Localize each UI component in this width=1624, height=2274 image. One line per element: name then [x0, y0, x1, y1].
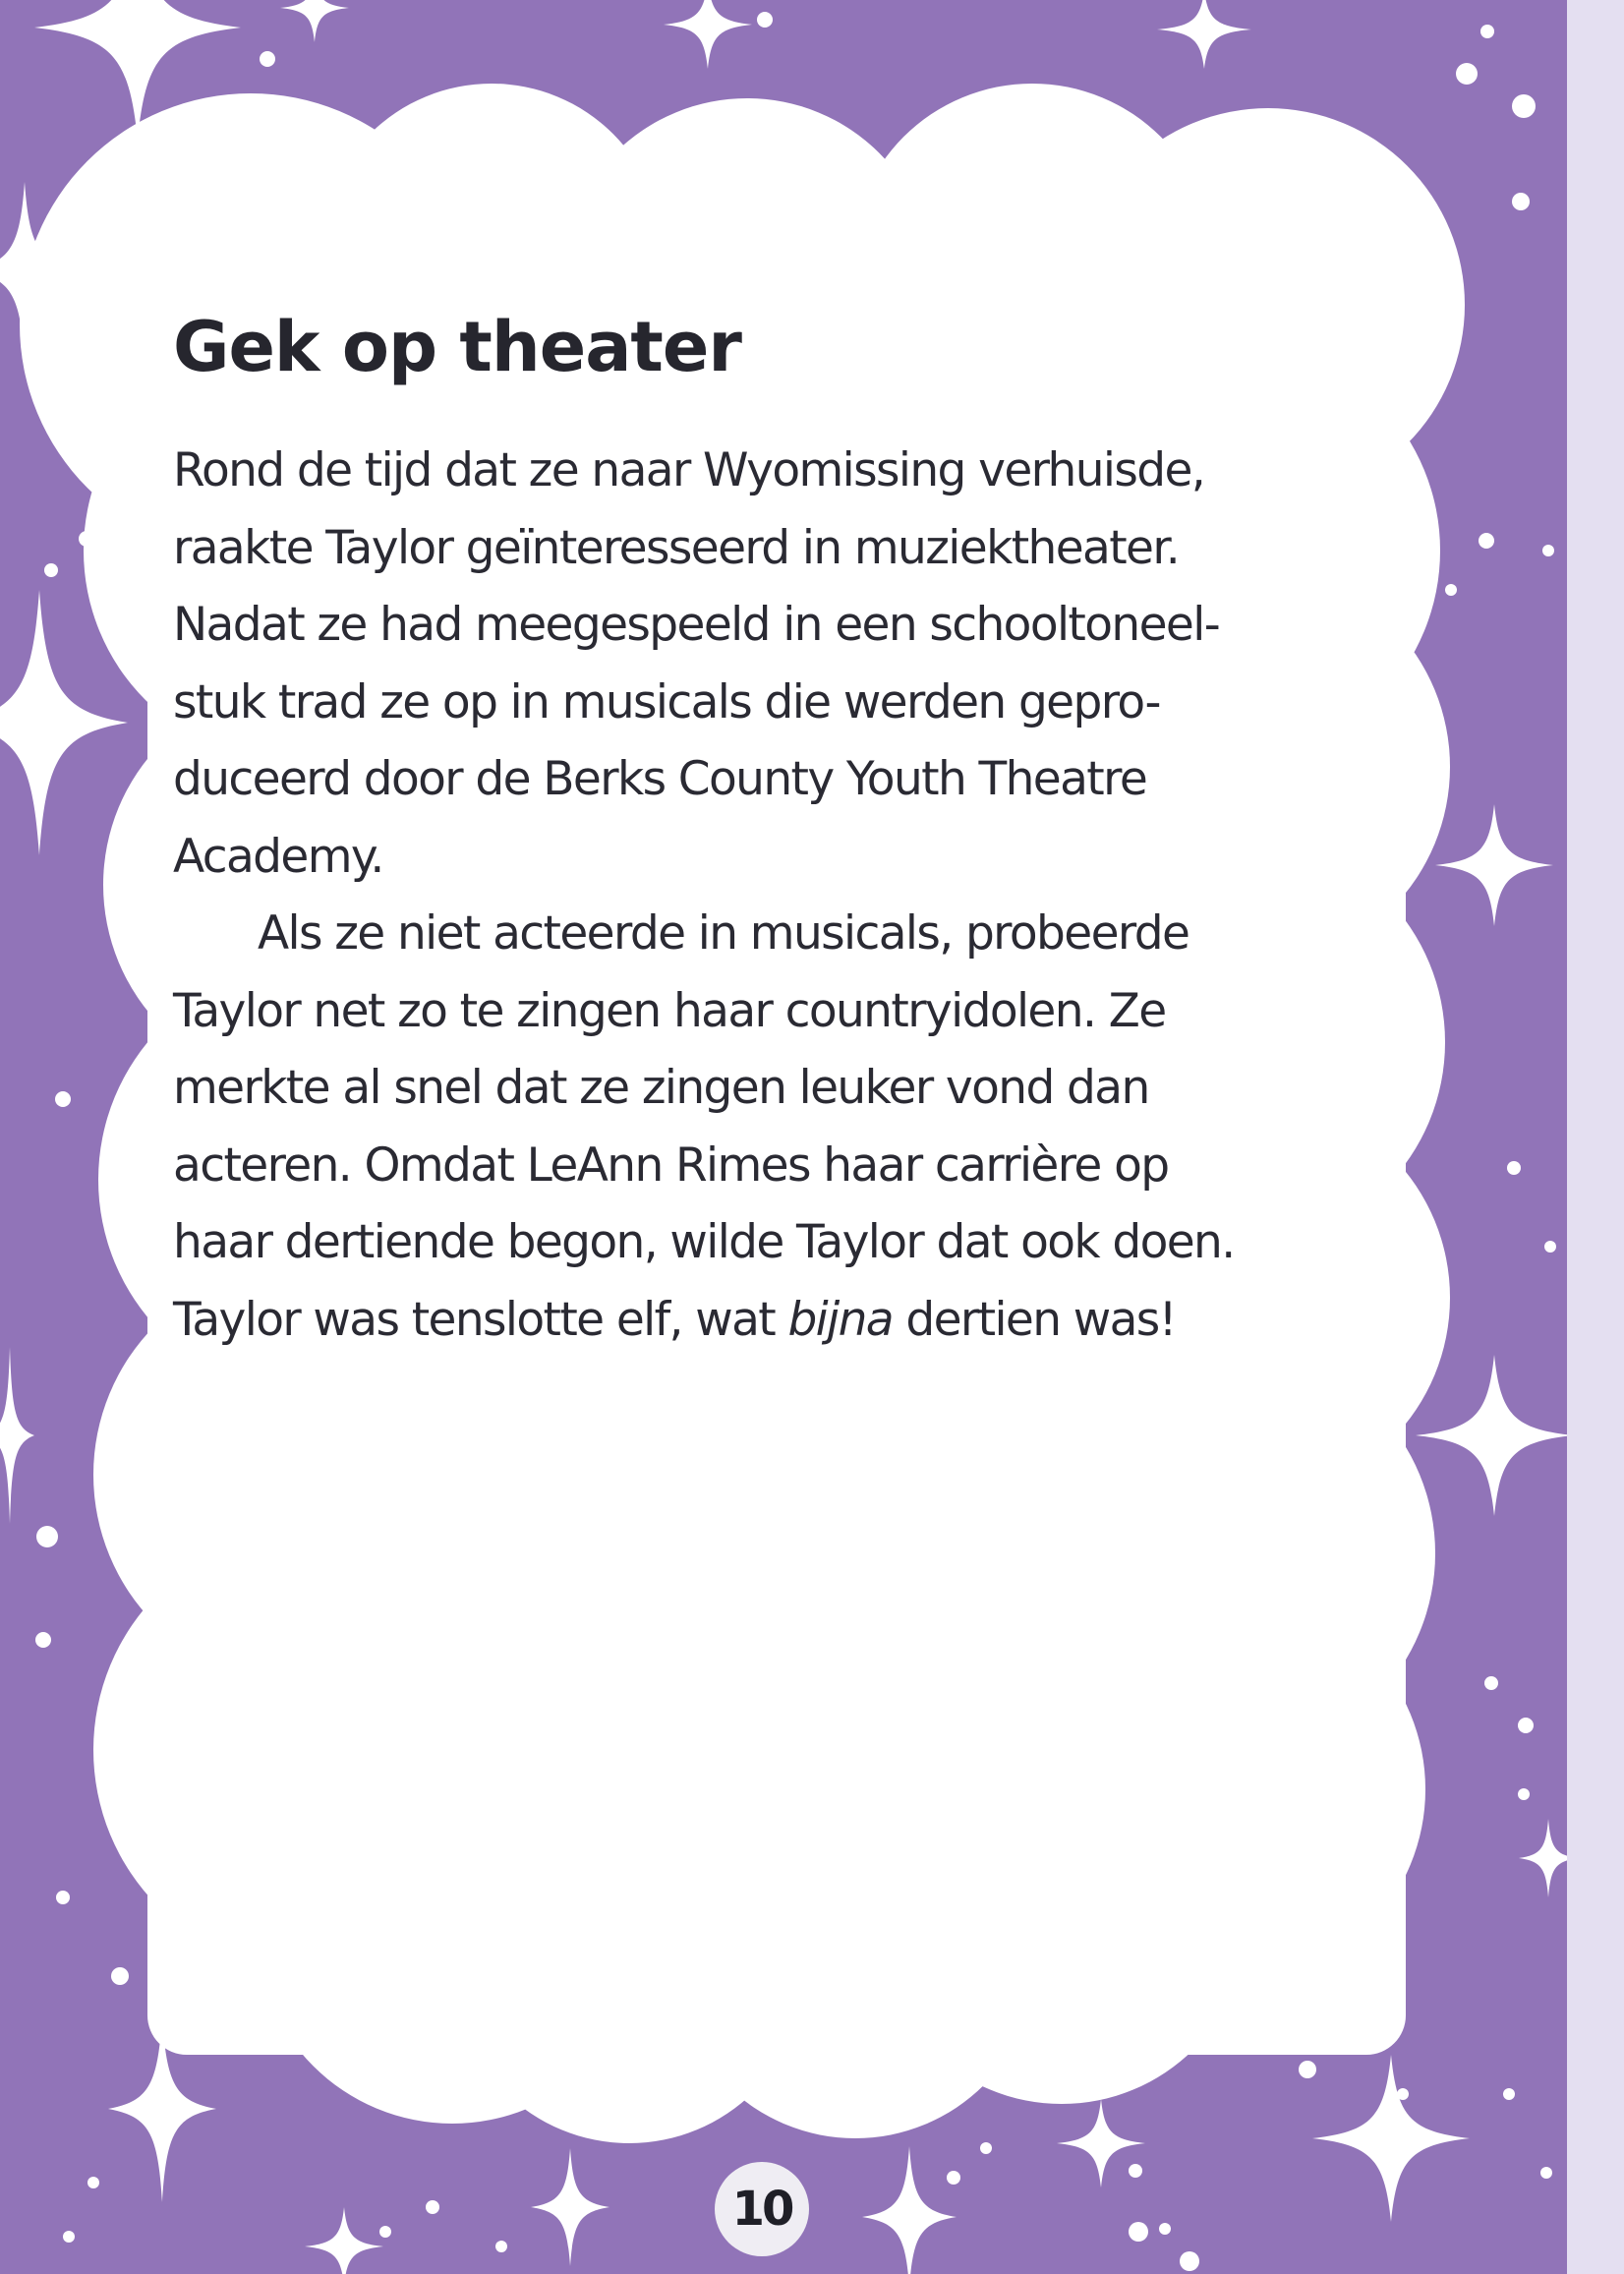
- page-number: 10: [731, 2182, 792, 2237]
- paragraph-2: [173, 896, 1382, 1359]
- text-line: Taylor net zo te zingen haar countryidolen. Ze: [173, 983, 1166, 1038]
- page-number-badge: [715, 2162, 809, 2256]
- text-line: acteren. Omdat LeAnn Rimes haar carrière op: [173, 1137, 1169, 1193]
- page-title: Gek op theater: [173, 307, 741, 387]
- body-text: [173, 433, 1382, 1359]
- text-line: Academy.: [173, 829, 383, 884]
- text-line: stuk trad ze op in musicals die werden gepro-: [173, 674, 1160, 729]
- margin-strip: [1567, 0, 1624, 2274]
- text-segment: Taylor was tenslotte elf, wat: [173, 1292, 788, 1347]
- text-line: Rond de tijd dat ze naar Wyomissing verhuisde,: [173, 443, 1205, 497]
- text-segment: dertien was!: [893, 1292, 1176, 1347]
- text-line: raakte Taylor geïnteresseerd in muziektheater.: [173, 520, 1180, 575]
- paragraph-1: [173, 433, 1382, 896]
- text-line: haar dertiende begon, wilde Taylor dat ook doen.: [173, 1215, 1235, 1269]
- text-line: Als ze niet acteerde in musicals, probeerde: [258, 906, 1189, 961]
- emphasis-text: bijna: [787, 1292, 893, 1347]
- text-line: merkte al snel dat ze zingen leuker vond dan: [173, 1061, 1149, 1115]
- text-line: duceerd door de Berks County Youth Theatre: [173, 752, 1147, 806]
- text-line-last: [173, 1282, 1382, 1360]
- text-line: Nadat ze had meegespeeld in een schooltoneel-: [173, 598, 1220, 652]
